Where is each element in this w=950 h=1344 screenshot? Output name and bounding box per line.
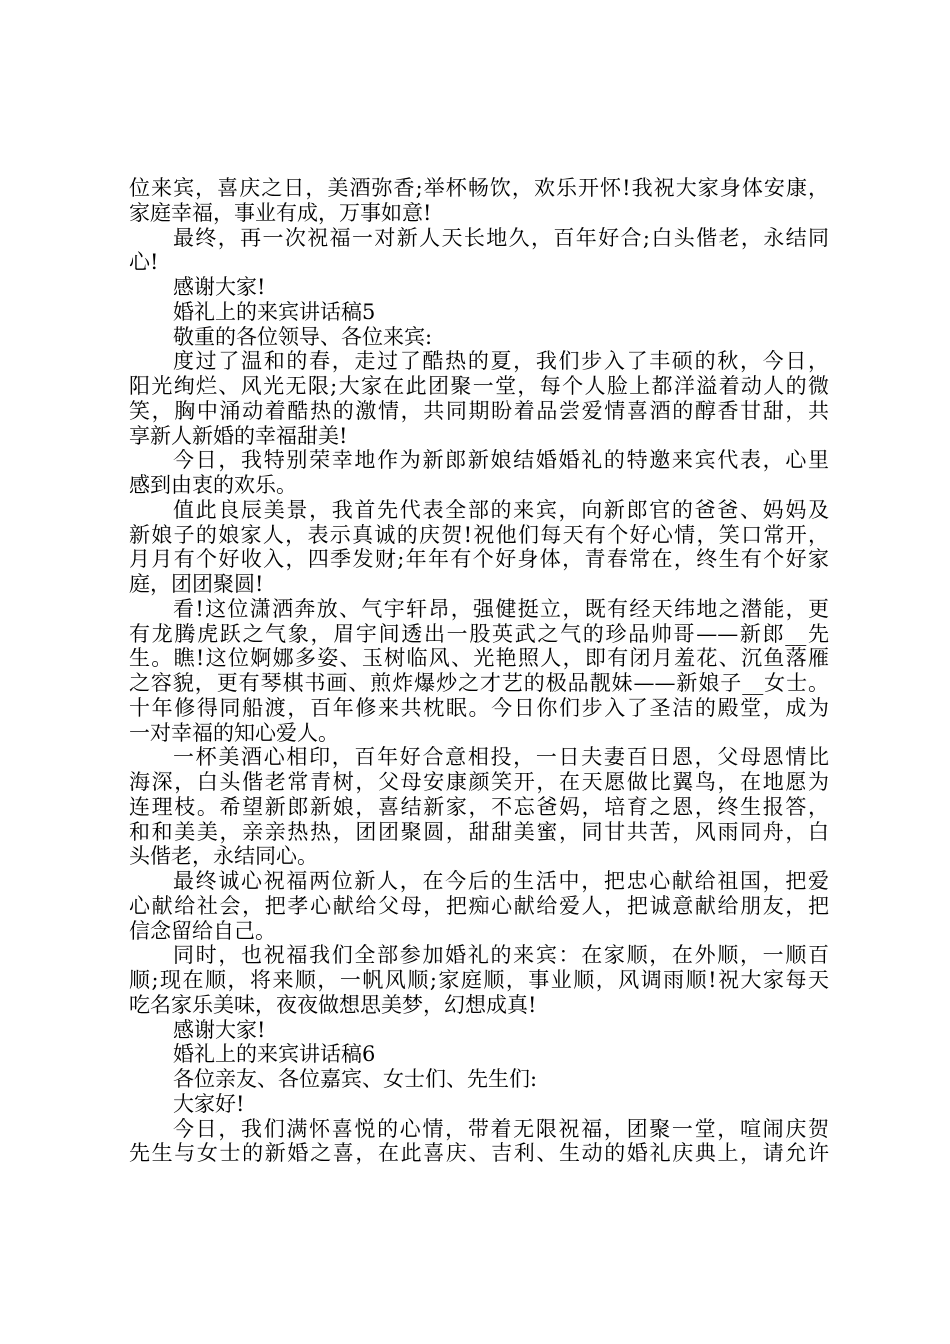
text-line: 阳光绚烂、风光无限;大家在此团聚一堂，每个人脸上都洋溢着动人的微 — [129, 374, 829, 398]
text-line: 值此良辰美景，我首先代表全部的来宾，向新郎官的爸爸、妈妈及 — [173, 497, 829, 522]
text-line: 笑，胸中涌动着酷热的激情，共同期盼着品尝爱情喜酒的醇香甘甜，共 — [129, 398, 829, 423]
text-line: 今日，我们满怀喜悦的心情，带着无限祝福，团聚一堂，喧闹庆贺 — [173, 1116, 829, 1141]
text-line: 享新人新婚的幸福甜美! — [129, 423, 348, 448]
text-line: 顺;现在顺，将来顺，一帆风顺;家庭顺，事业顺，风调雨顺!祝大家每天 — [129, 968, 829, 992]
text-line: 之容貌，更有琴棋书画、煎炸爆炒之才艺的极品靓妹——新娘子__女士。 — [129, 671, 829, 695]
text-line: 庭，团团聚圆! — [129, 572, 264, 596]
text-line: 生。瞧!这位婀娜多姿、玉树临风、光艳照人，即有闭月羞花、沉鱼落雁 — [129, 646, 829, 671]
text-line: 今日，我特别荣幸地作为新郎新娘结婚婚礼的特邀来宾代表，心里 — [173, 448, 829, 473]
text-line: 同时，也祝福我们全部参加婚礼的来宾：在家顺，在外顺，一顺百 — [173, 943, 829, 968]
text-line: 看!这位潇洒奔放、气宇轩昂，强健挺立，既有经天纬地之潜能，更 — [173, 596, 829, 621]
text-line: 心献给社会，把孝心献给父母，把痴心献给爱人，把诚意献给朋友，把 — [129, 893, 829, 918]
text-line: 吃名家乐美味，夜夜做想思美梦，幻想成真! — [129, 992, 537, 1017]
text-line: 感到由衷的欢乐。 — [129, 473, 297, 497]
text-line: 头偕老，永结同心。 — [129, 844, 318, 869]
text-line: 新娘子的娘家人，表示真诚的庆贺!祝他们每天有个好心情，笑口常开， — [129, 522, 829, 547]
text-line: 有龙腾虎跃之气象，眉宇间透出一股英武之气的珍品帅哥——新郎__先 — [129, 621, 829, 646]
text-line: 一对幸福的知心爱人。 — [129, 720, 339, 745]
text-line: 信念留给自己。 — [129, 918, 276, 943]
text-line: 位来宾，喜庆之日，美酒弥香;举杯畅饮，欢乐开怀!我祝大家身体安康， — [129, 176, 829, 200]
text-line: 月月有个好收入，四季发财;年年有个好身体，青春常在，终生有个好家 — [129, 547, 829, 572]
text-line: 婚礼上的来宾讲话稿6 — [173, 1042, 376, 1067]
text-line: 各位亲友、各位嘉宾、女士们、先生们: — [173, 1067, 538, 1091]
text-line: 最终诚心祝福两位新人，在今后的生活中，把忠心献给祖国，把爱 — [173, 869, 829, 893]
document-body — [129, 176, 829, 1166]
text-line: 度过了温和的春，走过了酷热的夏，我们步入了丰硕的秋，今日， — [173, 349, 829, 374]
text-line: 连理枝。希望新郎新娘，喜结新家，不忘爸妈，培育之恩，终生报答， — [129, 794, 829, 819]
text-line: 先生与女士的新婚之喜，在此喜庆、吉利、生动的婚礼庆典上，请允许 — [129, 1141, 829, 1166]
text-line: 最终，再一次祝福一对新人天长地久，百年好合;白头偕老，永结同 — [173, 225, 829, 250]
text-line: 婚礼上的来宾讲话稿5 — [173, 299, 376, 324]
text-line: 感谢大家! — [173, 275, 266, 299]
text-line: 大家好! — [173, 1091, 245, 1116]
text-line: 家庭幸福，事业有成，万事如意! — [129, 200, 432, 225]
text-line: 和和美美，亲亲热热，团团聚圆，甜甜美蜜，同甘共苦，风雨同舟，白 — [129, 819, 829, 844]
text-line: 感谢大家! — [173, 1017, 266, 1042]
text-line: 海深，白头偕老常青树，父母安康颜笑开，在天愿做比翼鸟，在地愿为 — [129, 770, 829, 794]
text-line: 一杯美酒心相印，百年好合意相投，一日夫妻百日恩，父母恩情比 — [173, 745, 829, 770]
text-line: 心! — [129, 250, 159, 275]
text-line: 十年修得同船渡，百年修来共枕眠。今日你们步入了圣洁的殿堂，成为 — [129, 695, 829, 720]
text-line: 敬重的各位领导、各位来宾: — [173, 324, 433, 349]
